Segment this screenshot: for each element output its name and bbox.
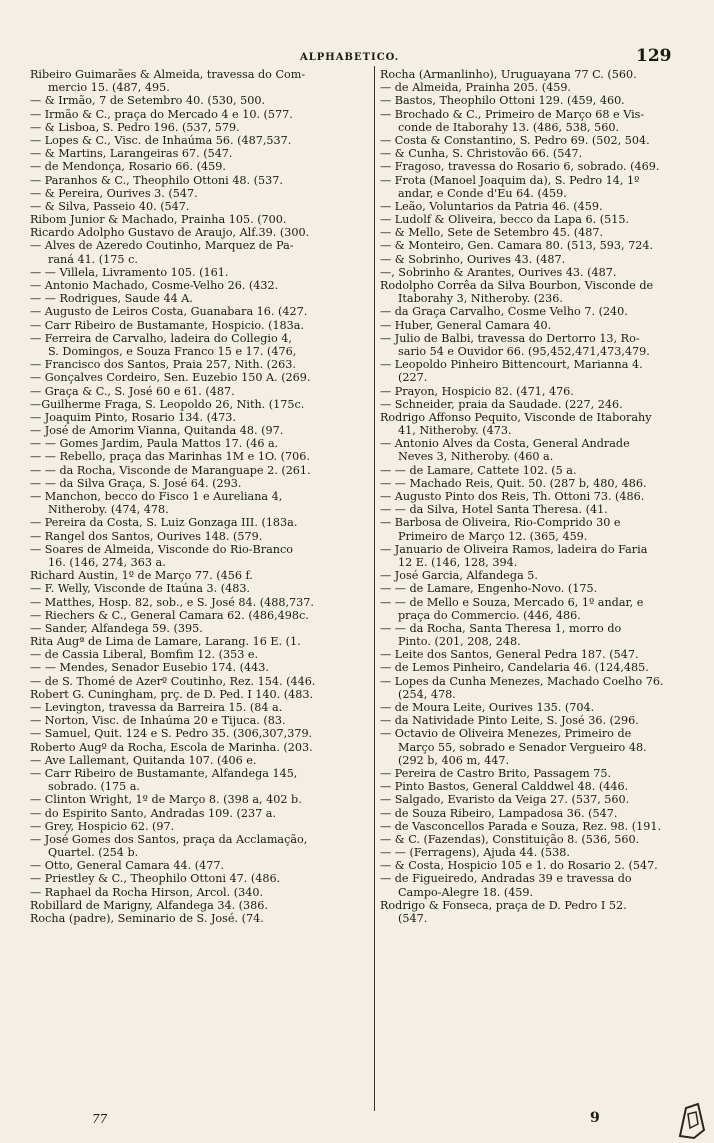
directory-entry-line: Rita Augª de Lima de Lamare, Larang. 16 E. (1. bbox=[30, 635, 301, 649]
directory-entry-line: — Francisco dos Santos, Praia 257, Nith. (263. bbox=[30, 358, 296, 372]
right-column bbox=[380, 68, 700, 1110]
directory-entry-line: — Clinton Wright, 1º de Março 8. (398 a, 402 b. bbox=[30, 793, 302, 807]
directory-entry-line: — — (Ferragens), Ajuda 44. (538. bbox=[380, 846, 570, 860]
directory-entry-line: — Soares de Almeida, Visconde do Rio-Branco bbox=[30, 542, 293, 556]
directory-entry-line: conde de Itaborahy 13. (486, 538, 560. bbox=[398, 120, 620, 134]
directory-entry-line: — Irmão & C., praça do Mercado 4 e 10. (577. bbox=[30, 107, 293, 121]
directory-entry-line: — Ferreira de Carvalho, ladeira do Collegio 4, bbox=[30, 331, 292, 345]
running-head: ALPHABETICO. bbox=[300, 52, 400, 63]
directory-entry-line: — Raphael da Rocha Hirson, Arcol. (340. bbox=[30, 885, 263, 899]
directory-entry-line: — Pereira de Castro Brito, Passagem 75. bbox=[380, 766, 612, 780]
left-column bbox=[30, 68, 370, 1110]
directory-entry-line: Pinto. (201, 208, 248. bbox=[398, 635, 521, 649]
directory-entry-line: Rocha (Armanlinho), Uruguayana 77 C. (560. bbox=[380, 68, 637, 81]
directory-entry-line: (254, 478. bbox=[398, 687, 456, 701]
directory-entry-line: — Augusto de Leiros Costa, Guanabara 16. (427. bbox=[30, 305, 308, 319]
directory-entry-line: — Costa & Constantino, S. Pedro 69. (502, 504. bbox=[380, 133, 650, 147]
directory-entry-line: — Bastos, Theophilo Ottoni 129. (459, 460. bbox=[380, 94, 625, 108]
directory-entry-line: — de Lemos Pinheiro, Candelaria 46. (124,485. bbox=[380, 661, 649, 675]
directory-entry-line: — — de Lamare, Engenho-Novo. (175. bbox=[380, 582, 598, 596]
directory-entry-line: — Barbosa de Oliveira, Rio-Comprido 30 e bbox=[380, 516, 621, 530]
directory-entry-line: — Fragoso, travessa do Rosario 6, sobrado. (469. bbox=[380, 160, 660, 174]
directory-entry-line: 12 E. (146, 128, 394. bbox=[398, 555, 518, 569]
directory-entry-line: Robert G. Cuningham, prç. de D. Ped. I 140. (483. bbox=[30, 687, 314, 701]
directory-entry-line: Quartel. (254 b. bbox=[48, 846, 139, 860]
directory-entry-line: — Leopoldo Pinheiro Bittencourt, Marianna 4. bbox=[380, 358, 643, 372]
directory-entry-line: Nitheroby. (474, 478. bbox=[48, 503, 169, 517]
directory-entry-line: — — Machado Reis, Quit. 50. (287 b, 480, 486. bbox=[380, 476, 647, 490]
directory-entry-line: sario 54 e Ouvidor 66. (95,452,471,473,479. bbox=[398, 344, 650, 358]
directory-entry-line: Rodrigo Affonso Pequito, Visconde de Itaborahy bbox=[380, 410, 652, 424]
directory-entry-line: — de Vasconcellos Parada e Souza, Rez. 98. (191. bbox=[380, 819, 662, 833]
signature-mark-right: 9 bbox=[590, 1110, 600, 1126]
directory-entry-line: — Octavio de Oliveira Menezes, Primeiro de bbox=[380, 727, 632, 741]
directory-entry-line: — Graça & C., S. José 60 e 61. (487. bbox=[30, 384, 235, 398]
directory-entry-line: — de Souza Ribeiro, Lampadosa 36. (547. bbox=[380, 806, 618, 820]
directory-entry-line: — Augusto Pinto dos Reis, Th. Ottoni 73. (486. bbox=[380, 490, 645, 503]
directory-entry-line: 16. (146, 274, 363 a. bbox=[48, 555, 166, 569]
directory-entry-line: Campo-Alegre 18. (459. bbox=[398, 885, 534, 899]
directory-entry-line: — Rangel dos Santos, Ourives 148. (579. bbox=[30, 529, 263, 543]
directory-entry-line: — José de Amorim Vianna, Quitanda 48. (97. bbox=[30, 424, 284, 438]
directory-entry-line: — Joaquim Pinto, Rosario 134. (473. bbox=[30, 410, 236, 424]
directory-entry-line: — Norton, Visc. de Inhaúma 20 e Tijuca. (83. bbox=[30, 714, 286, 728]
directory-entry-line: — de S. Thomé de Azerº Coutinho, Rez. 154. (446. bbox=[30, 674, 316, 688]
directory-entry-line: — Alves de Azeredo Coutinho, Marquez de Pa- bbox=[30, 239, 294, 253]
directory-entry-line: — de Mendonça, Rosario 66. (459. bbox=[30, 160, 226, 174]
directory-entry-line: — & Mello, Sete de Setembro 45. (487. bbox=[380, 226, 604, 240]
directory-entry-line: — de Moura Leite, Ourives 135. (704. bbox=[380, 701, 595, 714]
directory-entry-line: — Antonio Alves da Costa, General Andrade bbox=[380, 437, 630, 451]
directory-entry-line: — Ave Lallemant, Quitanda 107. (406 e. bbox=[30, 753, 257, 767]
directory-entry-line: — de Almeida, Prainha 205. (459. bbox=[380, 81, 571, 95]
directory-entry-line: — Lopes & C., Visc. de Inhaúma 56. (487,537. bbox=[30, 133, 292, 147]
directory-entry-line: — — Rebello, praça das Marinhas 1M e 1O. (706. bbox=[30, 450, 310, 464]
directory-entry-line: — do Espirito Santo, Andradas 109. (237 a. bbox=[30, 806, 276, 820]
directory-entry-line: — Pereira da Costa, S. Luiz Gonzaga III. (183a. bbox=[30, 516, 298, 530]
directory-entry-line: — — Mendes, Senador Eusebio 174. (443. bbox=[30, 661, 269, 675]
directory-entry-line: — — da Silva, Hotel Santa Theresa. (41. bbox=[380, 503, 608, 517]
directory-entry-line: — Riechers & C., General Camara 62. (486,498c. bbox=[30, 608, 309, 622]
directory-entry-line: Rodolpho Corrêa da Silva Bourbon, Visconde de bbox=[380, 279, 654, 292]
directory-entry-line: — & Costa, Hospicio 105 e 1. do Rosario 2. (547. bbox=[380, 859, 658, 873]
directory-entry-line: — Priestley & C., Theophilo Ottoni 47. (486. bbox=[30, 872, 281, 886]
directory-entry-line: — & Sobrinho, Ourives 43. (487. bbox=[380, 252, 566, 266]
directory-entry-line: — Lopes da Cunha Menezes, Machado Coelho 76. bbox=[380, 674, 664, 688]
directory-entry-line: — Schneider, praia da Saudade. (227, 246. bbox=[380, 397, 623, 411]
directory-entry-line: — José Garcia, Alfandega 5. bbox=[380, 569, 538, 583]
directory-entry-line: — Manchon, becco do Fisco 1 e Aureliana 4, bbox=[30, 490, 283, 503]
directory-entry-line: — F. Welly, Visconde de Itaúna 3. (483. bbox=[30, 582, 250, 596]
directory-entry-line: — — da Silva Graça, S. José 64. (293. bbox=[30, 476, 242, 490]
directory-entry-line: — & C. (Fazendas), Constituição 8. (536, 560. bbox=[380, 832, 640, 846]
directory-entry-line: — Carr Ribeiro de Bustamante, Alfandega 145, bbox=[30, 766, 298, 780]
signature-mark-left: 77 bbox=[92, 1112, 108, 1126]
directory-entry-line: andar, e Conde d'Eu 64. (459. bbox=[398, 186, 567, 200]
directory-entry-line: — Huber, General Camara 40. bbox=[380, 318, 552, 332]
directory-entry-line: — & Lisboa, S. Pedro 196. (537, 579. bbox=[30, 120, 240, 134]
directory-entry-line: — Ludolf & Oliveira, becco da Lapa 6. (515. bbox=[380, 213, 630, 227]
directory-entry-line: — Otto, General Camara 44. (477. bbox=[30, 859, 224, 873]
directory-entry-line: — — de Lamare, Cattete 102. (5 a. bbox=[380, 463, 577, 477]
library-stamp-icon bbox=[676, 1100, 708, 1140]
directory-entry-line: sobrado. (175 a. bbox=[48, 780, 140, 794]
directory-entry-line: — — Rodrigues, Saude 44 A. bbox=[30, 292, 193, 306]
directory-entry-line: — & Cunha, S. Christovão 66. (547. bbox=[380, 147, 583, 161]
directory-entry-line: — Antonio Machado, Cosme-Velho 26. (432. bbox=[30, 279, 279, 292]
directory-entry-line: mercio 15. (487, 495. bbox=[48, 81, 170, 95]
directory-entry-line: — — Villela, Livramento 105. (161. bbox=[30, 265, 229, 279]
directory-entry-line: Primeiro de Março 12. (365, 459. bbox=[398, 529, 588, 543]
directory-entry-line: — — da Rocha, Visconde de Maranguape 2. (261. bbox=[30, 463, 311, 477]
directory-entry-line: Itaborahy 3, Nitheroby. (236. bbox=[398, 292, 563, 306]
directory-entry-line: — Pinto Bastos, General Calddwel 48. (446. bbox=[380, 780, 629, 794]
directory-entry-line: — & Monteiro, Gen. Camara 80. (513, 593, 724. bbox=[380, 239, 654, 253]
directory-entry-line: raná 41. (175 c. bbox=[48, 252, 138, 266]
directory-entry-line: Rocha (padre), Seminario de S. José. (74. bbox=[30, 912, 264, 925]
directory-entry-line: (547. bbox=[398, 912, 428, 925]
directory-entry-line: — Samuel, Quit. 124 e S. Pedro 35. (306,307,379. bbox=[30, 727, 313, 741]
directory-entry-line: — Prayon, Hospicio 82. (471, 476. bbox=[380, 384, 574, 398]
page-header bbox=[0, 0, 714, 64]
directory-entry-line: Ribom Junior & Machado, Prainha 105. (700. bbox=[30, 213, 287, 227]
directory-entry-line: — & Irmão, 7 de Setembro 40. (530, 500. bbox=[30, 94, 266, 108]
directory-entry-line: 41, Nitheroby. (473. bbox=[398, 424, 512, 438]
directory-entry-line: —Guilherme Fraga, S. Leopoldo 26, Nith. (175c. bbox=[30, 397, 305, 411]
directory-entry-line: — Sander, Alfandega 59. (395. bbox=[30, 621, 203, 635]
directory-entry-line: Robillard de Marigny, Alfandega 34. (386. bbox=[30, 898, 268, 912]
directory-entry-line: — — Gomes Jardim, Paula Mattos 17. (46 a. bbox=[30, 437, 279, 451]
directory-entry-line: — da Graça Carvalho, Cosme Velho 7. (240. bbox=[380, 305, 628, 319]
directory-entry-line: Março 55, sobrado e Senador Vergueiro 48. bbox=[398, 740, 647, 754]
directory-entry-line: — & Pereira, Ourives 3. (547. bbox=[30, 186, 198, 200]
directory-entry-line: — Carr Ribeiro de Bustamante, Hospicio. (183a. bbox=[30, 318, 305, 332]
directory-entry-line: — — da Rocha, Santa Theresa 1, morro do bbox=[380, 621, 622, 635]
directory-entry-line: Ribeiro Guimarães & Almeida, travessa do Com- bbox=[30, 68, 306, 81]
directory-entry-line: — Levington, travessa da Barreira 15. (84 a. bbox=[30, 701, 283, 714]
directory-entry-line: Rodrigo & Fonseca, praça de D. Pedro I 52. bbox=[380, 898, 627, 912]
directory-entry-line: — José Gomes dos Santos, praça da Acclamação, bbox=[30, 832, 308, 846]
directory-entry-line: (227. bbox=[398, 371, 428, 385]
directory-entry-line: — Leão, Voluntarios da Patria 46. (459. bbox=[380, 199, 603, 213]
directory-entry-line: — de Cassia Liberal, Bomfim 12. (353 e. bbox=[30, 648, 259, 662]
directory-entry-line: — Gonçalves Cordeiro, Sen. Euzebio 150 A. (269. bbox=[30, 371, 311, 385]
directory-entry-line: — de Figueiredo, Andradas 39 e travessa do bbox=[380, 872, 632, 886]
directory-entry-line: Neves 3, Nitheroby. (460 a. bbox=[398, 450, 554, 464]
directory-entry-line: — da Natividade Pinto Leite, S. José 36. (296. bbox=[380, 714, 639, 728]
directory-entry-line: — — de Mello e Souza, Mercado 6, 1º andar, e bbox=[380, 595, 644, 609]
directory-entry-line: (292 b, 406 m, 447. bbox=[398, 753, 510, 767]
directory-entry-line: Richard Austin, 1º de Março 77. (456 f. bbox=[30, 569, 253, 583]
directory-entry-line: —, Sobrinho & Arantes, Ourives 43. (487. bbox=[380, 265, 617, 279]
directory-entry-line: — Paranhos & C., Theophilo Ottoni 48. (537. bbox=[30, 173, 283, 187]
directory-entry-line: — & Martins, Larangeiras 67. (547. bbox=[30, 147, 233, 161]
page-number: 129 bbox=[636, 46, 672, 66]
directory-entry-line: — & Silva, Passeio 40. (547. bbox=[30, 199, 190, 213]
directory-entry-line: praça do Commercio. (446, 486. bbox=[398, 608, 581, 622]
directory-entry-line: — Salgado, Evaristo da Veiga 27. (537, 560. bbox=[380, 793, 630, 807]
directory-entry-line: — Matthes, Hosp. 82, sob., e S. José 84. (488,737. bbox=[30, 595, 314, 609]
directory-entry-line: Roberto Augº da Rocha, Escola de Marinha. (203. bbox=[30, 740, 313, 754]
directory-entry-line: — Januario de Oliveira Ramos, ladeira do Faria bbox=[380, 542, 648, 556]
directory-entry-line: — Frota (Manoel Joaquim da), S. Pedro 14, 1º bbox=[380, 173, 640, 187]
directory-entry-line: — Leite dos Santos, General Pedra 187. (547. bbox=[380, 648, 639, 662]
directory-entry-line: — Grey, Hospicio 62. (97. bbox=[30, 819, 175, 833]
directory-entry-line: Ricardo Adolpho Gustavo de Araujo, Alf.39. (300. bbox=[30, 226, 310, 240]
directory-entry-line: — Brochado & C., Primeiro de Março 68 e Vis- bbox=[380, 107, 645, 121]
column-divider bbox=[374, 66, 375, 1111]
directory-entry-line: S. Domingos, e Souza Franco 15 e 17. (476, bbox=[48, 344, 297, 358]
directory-entry-line: — Julio de Balbi, travessa do Dertorro 13, Ro- bbox=[380, 331, 640, 345]
